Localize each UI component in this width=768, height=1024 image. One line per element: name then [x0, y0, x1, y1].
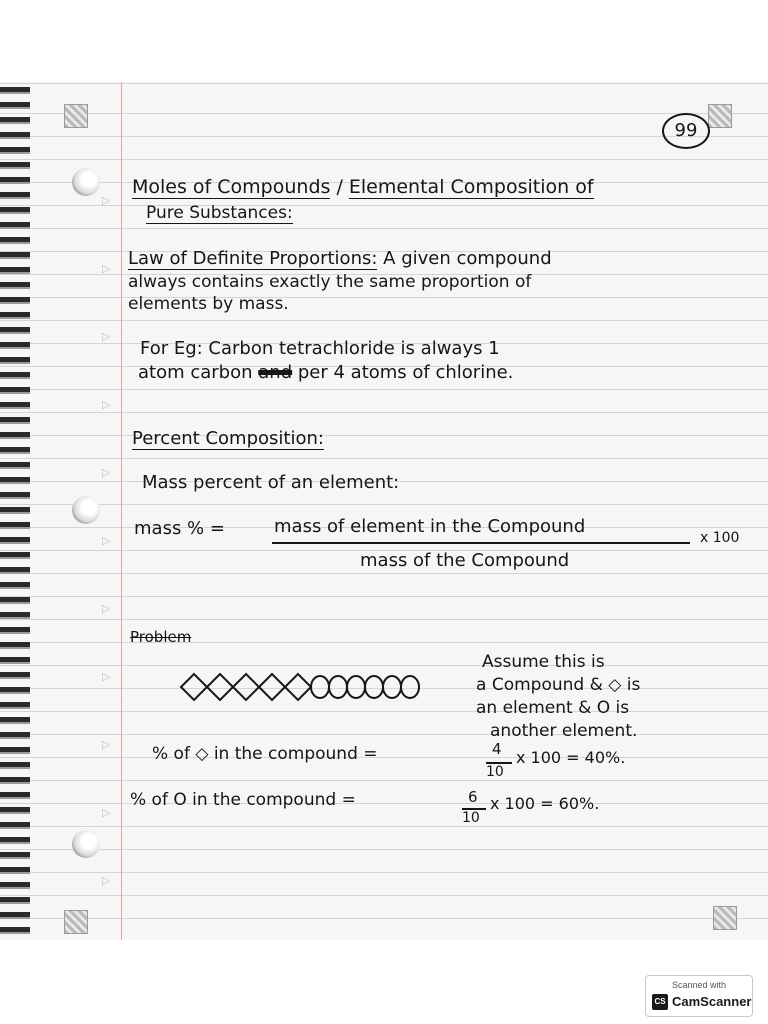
example-text-a: atom carbon	[138, 362, 253, 383]
diamond-percent-result: x 100 = 40%.	[516, 748, 626, 767]
law-heading: Law of Definite Proportions:	[128, 248, 378, 269]
circle-percent-numerator: 6	[468, 788, 478, 806]
triangle-marker-icon: ▷	[102, 670, 111, 683]
assume-line-1: Assume this is	[482, 652, 605, 672]
example-line-1: For Eg: Carbon tetrachloride is always 1	[140, 338, 500, 359]
formula-label: mass % =	[134, 518, 225, 539]
title-separator: /	[330, 176, 349, 198]
formula-denominator: mass of the Compound	[360, 550, 570, 571]
crossed-out-word: and	[258, 362, 293, 383]
camscanner-brand: CamScanner	[672, 994, 752, 1009]
diamond-element-icon	[285, 674, 311, 700]
triangle-marker-icon: ▷	[102, 806, 111, 819]
triangle-marker-icon: ▷	[102, 194, 111, 207]
triangle-marker-icon: ▷	[102, 738, 111, 751]
circle-element-icon	[365, 676, 383, 698]
scanned-with-text: Scanned with	[671, 980, 727, 990]
assume-line-2: a Compound & ◇ is	[476, 675, 641, 695]
element-diagram	[178, 671, 428, 703]
percent-heading: Percent Composition:	[132, 428, 324, 449]
triangle-marker-icon: ▷	[102, 534, 111, 547]
circle-percent-result: x 100 = 60%.	[490, 794, 600, 813]
corner-marker-icon	[64, 910, 88, 934]
law-text-1: A given compound	[383, 248, 552, 269]
assume-line-3: an element & O is	[476, 698, 630, 718]
law-line-1	[128, 248, 552, 269]
assume-line-4: another element.	[490, 721, 638, 741]
circle-element-icon	[383, 676, 401, 698]
triangle-marker-icon: ▷	[102, 262, 111, 275]
title-part-1: Moles of Compounds	[132, 176, 331, 198]
punch-hole	[72, 168, 100, 196]
diamond-percent-label: % of ◇ in the compound =	[152, 744, 378, 764]
punch-hole	[72, 830, 100, 858]
mass-percent-line: Mass percent of an element:	[142, 472, 400, 493]
triangle-marker-icon: ▷	[102, 466, 111, 479]
diamond-percent-numerator: 4	[492, 740, 502, 758]
circle-element-icon	[401, 676, 419, 698]
title-line-1	[132, 176, 594, 198]
triangle-marker-icon: ▷	[102, 874, 111, 887]
diamond-percent-denominator: 10	[486, 764, 504, 780]
title-part-2: Elemental Composition of	[348, 176, 594, 198]
circle-element-icon	[347, 676, 365, 698]
corner-marker-icon	[713, 906, 737, 930]
example-line-2	[138, 362, 513, 383]
camscanner-badge	[645, 975, 753, 1017]
diamond-element-icon	[207, 674, 233, 700]
circle-percent-denominator: 10	[462, 810, 480, 826]
camscanner-logo-icon: CS	[652, 994, 668, 1010]
law-line-3: elements by mass.	[128, 294, 289, 314]
circle-element-icon	[311, 676, 329, 698]
law-line-2: always contains exactly the same proportion of	[128, 272, 532, 292]
example-text-b: per 4 atoms of chlorine.	[297, 362, 514, 383]
problem-heading: Problem	[130, 628, 192, 646]
notebook-page	[0, 82, 768, 940]
triangle-marker-icon: ▷	[102, 398, 111, 411]
spiral-binding	[0, 82, 30, 940]
fraction-bar	[272, 542, 690, 544]
triangle-marker-icon: ▷	[102, 602, 111, 615]
formula-multiplier: x 100	[700, 530, 740, 546]
diamond-element-icon	[181, 674, 207, 700]
diamond-element-icon	[259, 674, 285, 700]
title-line-2: Pure Substances:	[146, 203, 293, 223]
corner-marker-icon	[708, 104, 732, 128]
triangle-marker-icon: ▷	[102, 330, 111, 343]
diamond-element-icon	[233, 674, 259, 700]
circle-element-icon	[329, 676, 347, 698]
formula-numerator: mass of element in the Compound	[274, 516, 586, 537]
circle-percent-label: % of O in the compound =	[130, 790, 356, 810]
margin-line	[121, 82, 122, 940]
punch-hole	[72, 496, 100, 524]
corner-marker-icon	[64, 104, 88, 128]
page-number: 99	[662, 113, 710, 149]
